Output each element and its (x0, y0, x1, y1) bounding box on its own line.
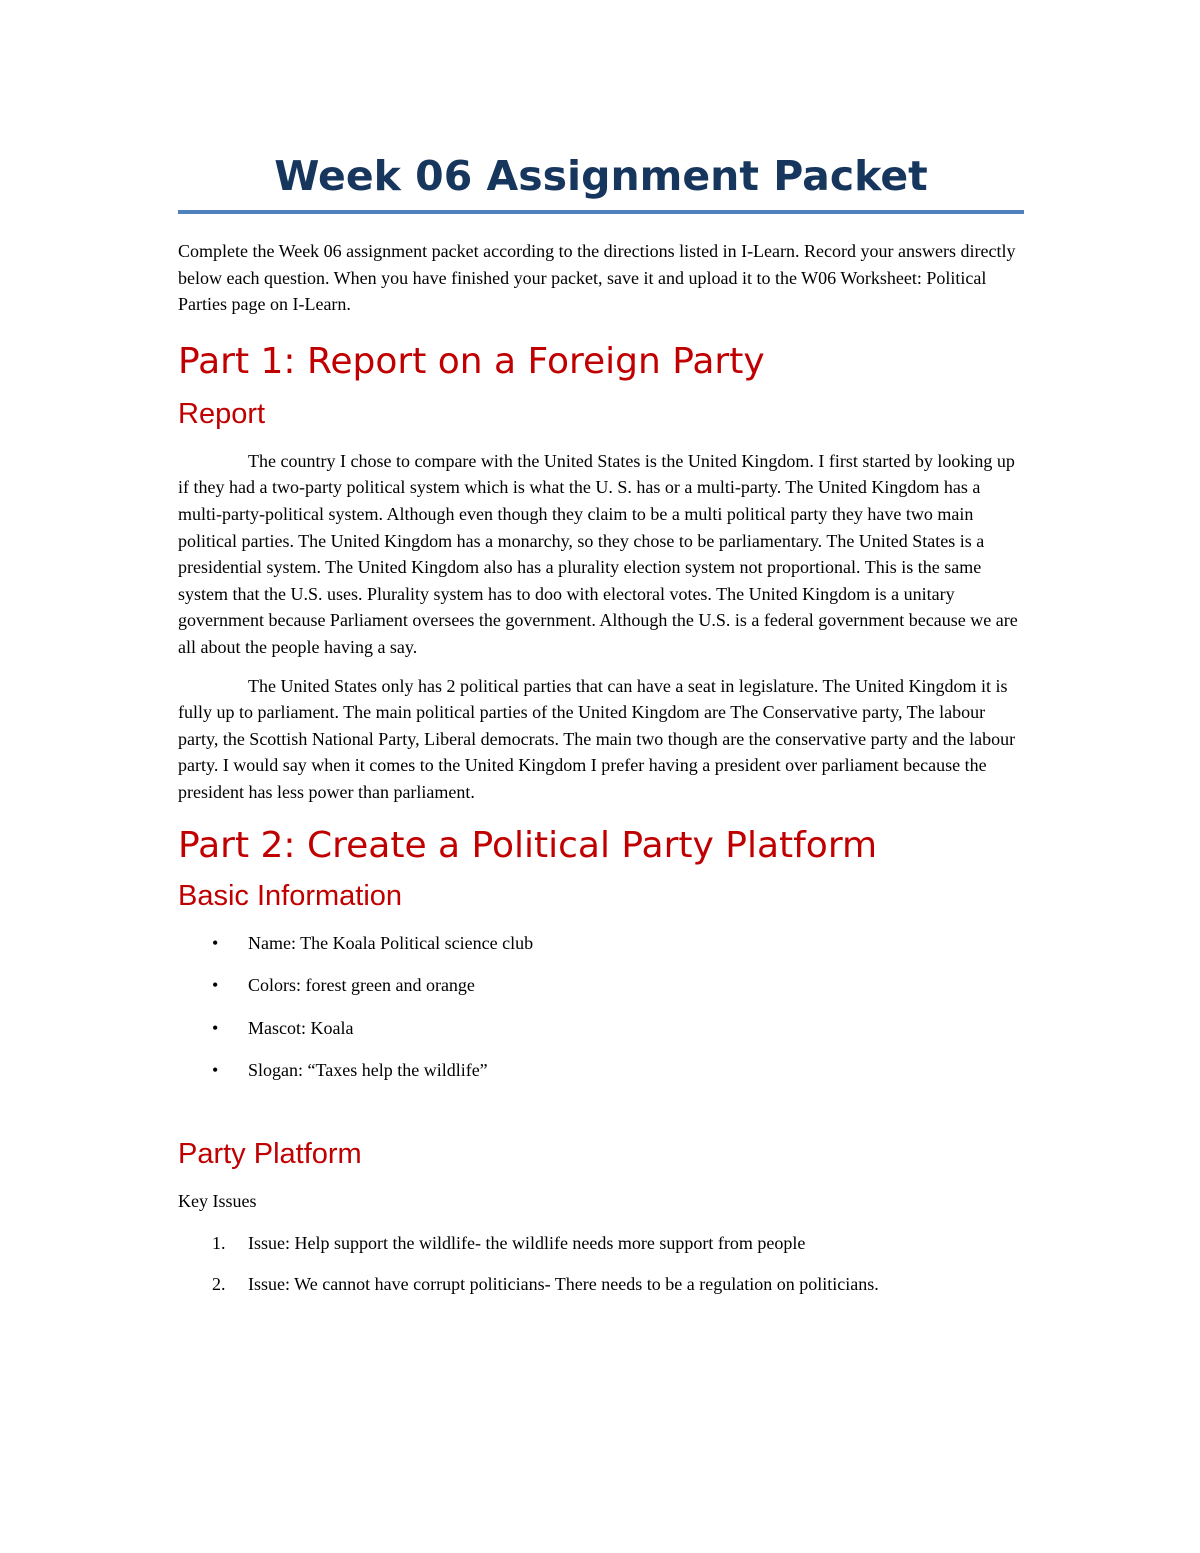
intro-paragraph: Complete the Week 06 assignment packet according to the directions listed in I-Learn. Record your answers directly below each question. When you have finished your packet, save it and upload it to the W06 Worksheet: Political Parties page on I-Learn. (178, 241, 1016, 315)
report-subheading: Report (178, 397, 266, 430)
bullet-icon: • (212, 932, 219, 953)
report-paragraph-1: The country I chose to compare with the United States is the United Kingdom. I first started by looking up if they had a two-party political system which is what the U. S. has or a multi-party. The United Kingdom has a multi-party-political system. Although even though they claim to be a multi political party they have two main political parties. The United Kingdom has a monarchy, so they chose to be parliamentary. The United States is a presidential system. The United Kingdom also has a plurality election system not proportional. This is the same system that the U.S. uses. Plurality system has to doo with electoral votes. The United Kingdom is a unitary government because Parliament oversees the government. Although the U.S. is a federal government because we are all about the people having a say. (178, 450, 1018, 657)
list-item (178, 1230, 1024, 1257)
document-page (178, 150, 1024, 1298)
list-number: 2. (212, 1274, 226, 1295)
party-platform-subheading: Party Platform (178, 1137, 362, 1170)
list-item (178, 972, 1024, 999)
list-item (178, 930, 1024, 957)
key-issues-label: Key Issues (178, 1190, 257, 1211)
list-item-text: Colors: forest green and orange (248, 975, 475, 996)
bullet-icon: • (212, 1017, 219, 1038)
part1-heading: Part 1: Report on a Foreign Party (178, 340, 765, 382)
list-item-text: Name: The Koala Political science club (248, 932, 534, 953)
list-number: 1. (212, 1233, 226, 1254)
part2-heading: Part 2: Create a Political Party Platform (178, 824, 878, 866)
report-paragraph-2: The United States only has 2 political parties that can have a seat in legislature. The United Kingdom it is fully up to parliament. The main political parties of the United Kingdom are The Conservative party, The labour party, the Scottish National Party, Liberal democrats. The main two though are the conservative party and the labour party. I would say when it comes to the United Kingdom I prefer having a president over parliament because the president has less power than parliament. (178, 675, 1016, 802)
basic-information-subheading: Basic Information (178, 879, 403, 912)
key-issues-list (178, 1230, 1024, 1297)
list-item-text: Issue: We cannot have corrupt politicians- There needs to be a regulation on politicians. (248, 1274, 879, 1295)
list-item-text: Slogan: “Taxes help the wildlife” (248, 1060, 488, 1081)
title-underline (178, 210, 1024, 214)
list-item-text: Mascot: Koala (248, 1017, 354, 1038)
bullet-icon: • (212, 1060, 219, 1081)
list-item (178, 1015, 1024, 1042)
basic-information-list (178, 930, 1024, 1084)
page-title: Week 06 Assignment Packet (274, 152, 928, 200)
list-item (178, 1057, 1024, 1084)
list-item-text: Issue: Help support the wildlife- the wildlife needs more support from people (248, 1233, 806, 1254)
bullet-icon: • (212, 975, 219, 996)
list-item (178, 1271, 1024, 1298)
